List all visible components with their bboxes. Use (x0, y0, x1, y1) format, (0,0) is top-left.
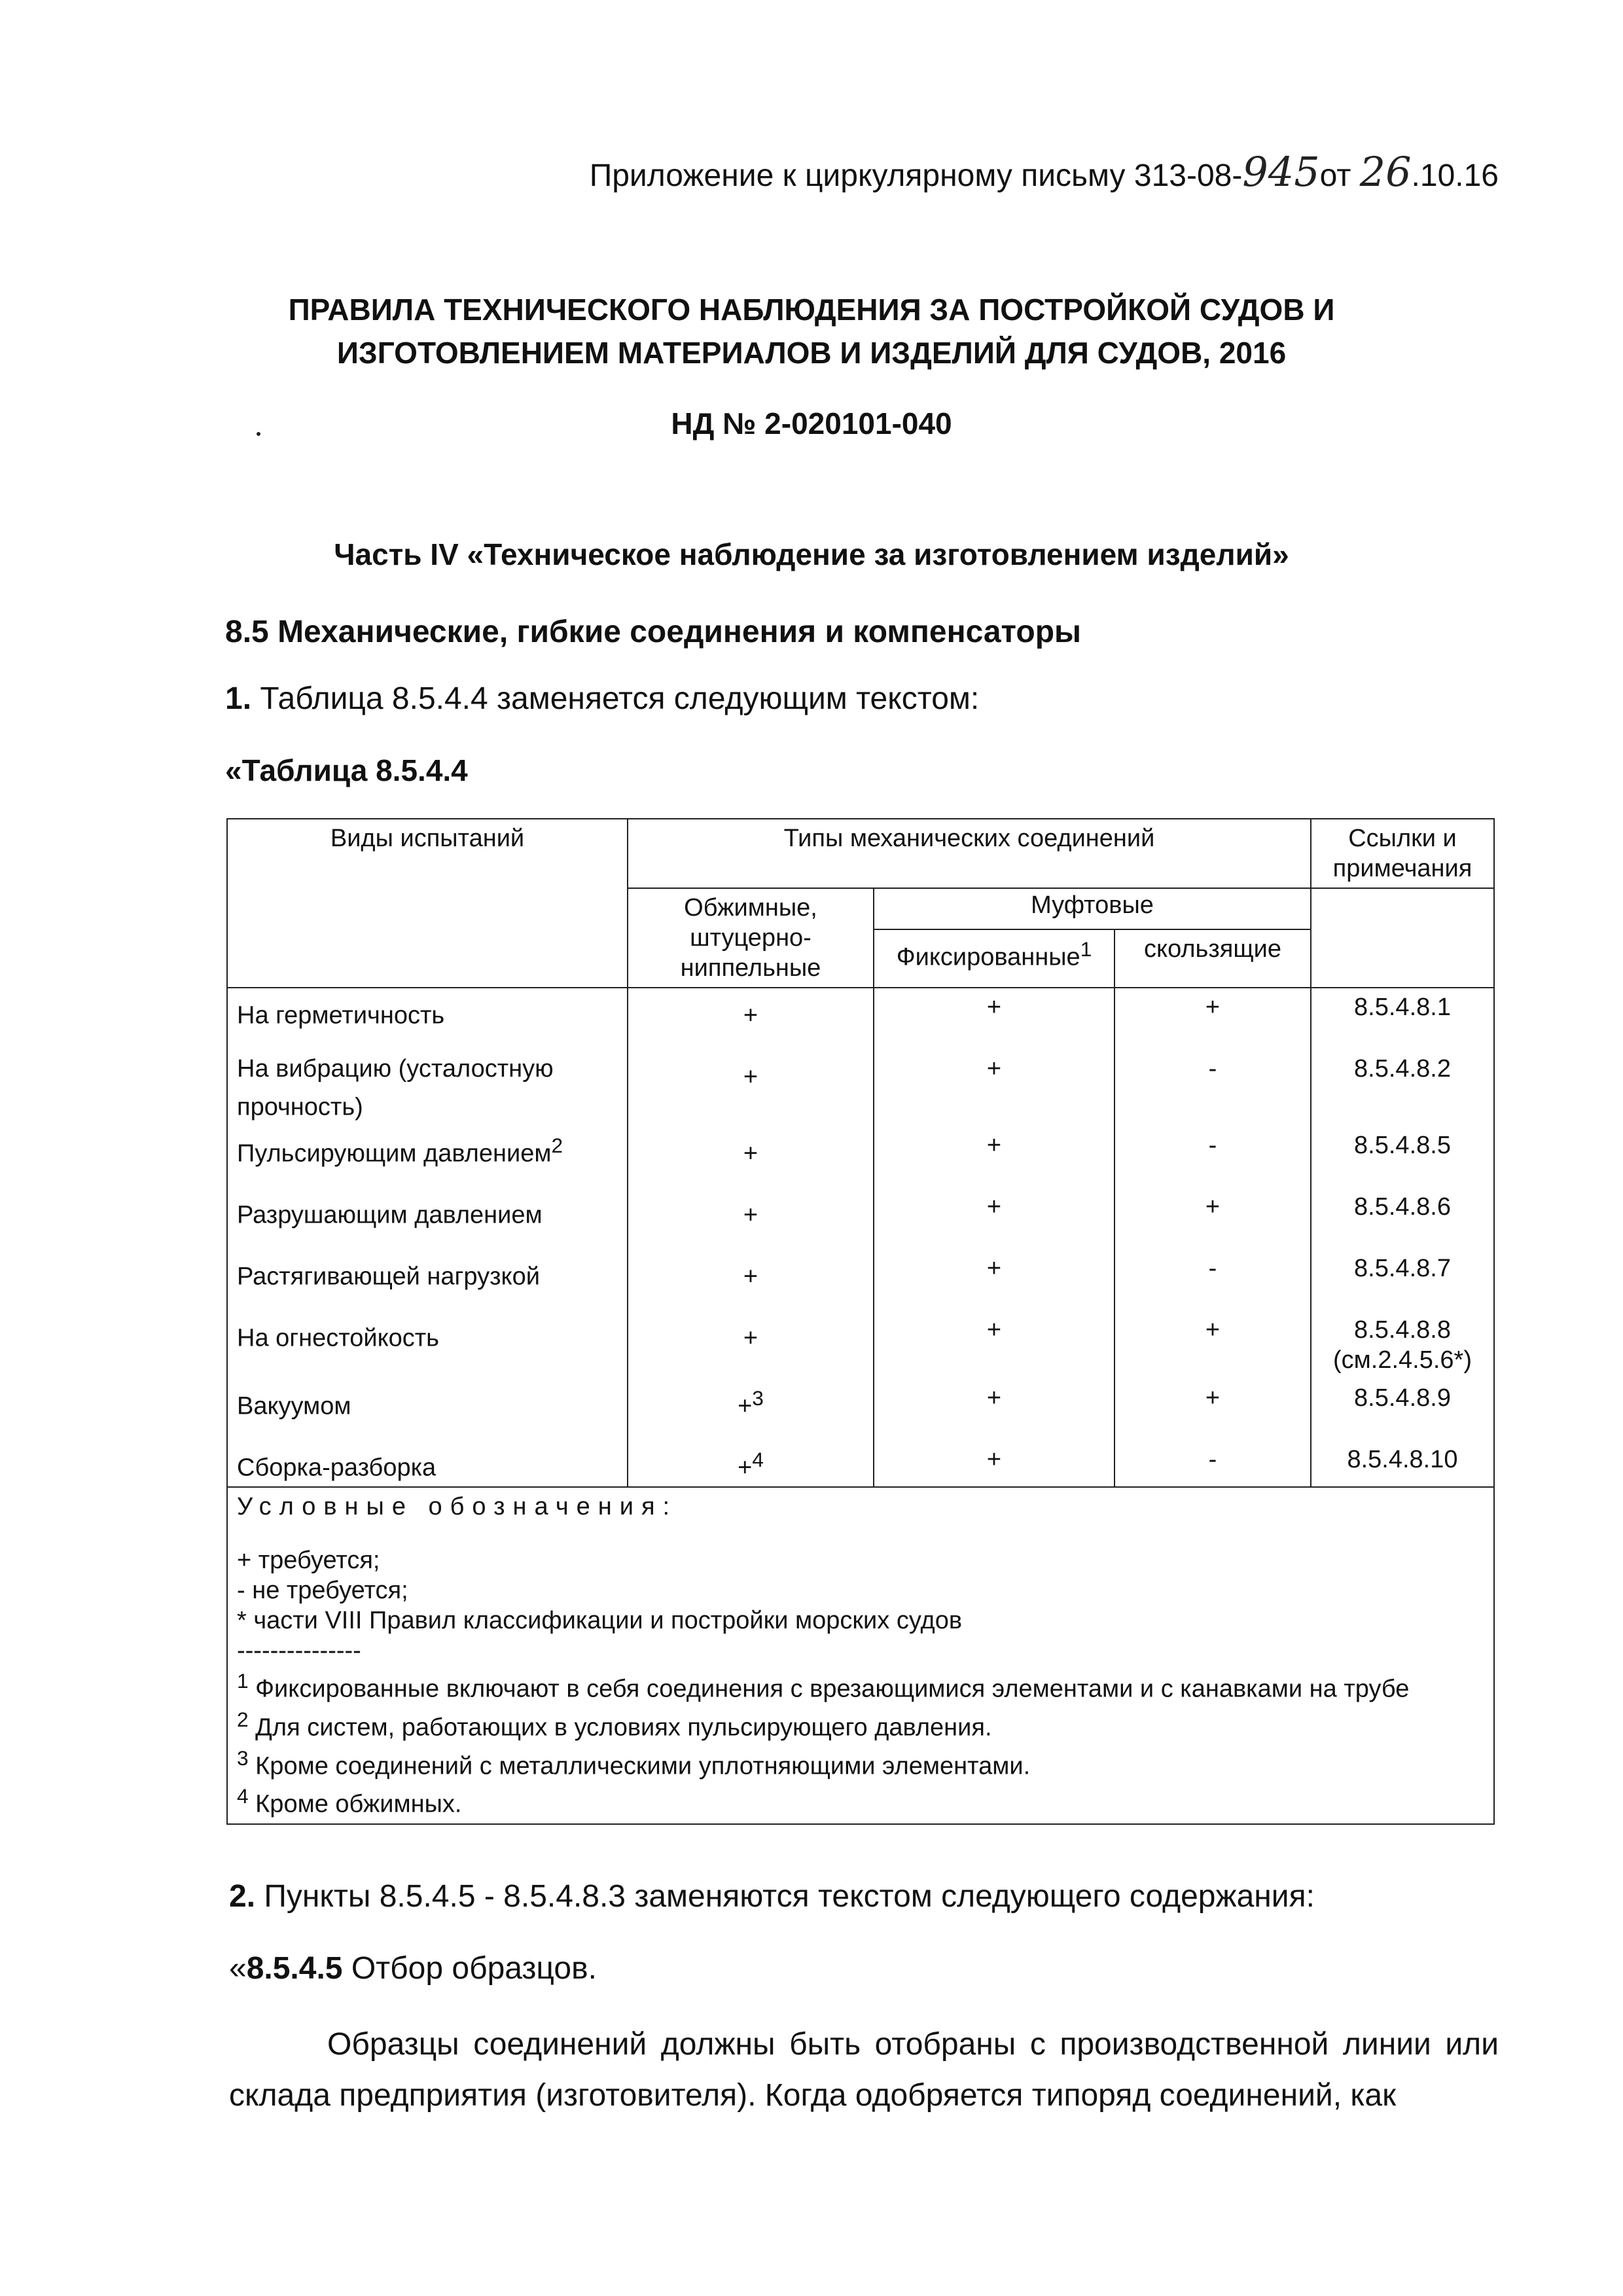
letter-date-rest: .10.16 (1411, 158, 1499, 193)
test-name: Растягивающей нагрузкой (227, 1249, 628, 1311)
header-refs-empty (1311, 888, 1494, 988)
sliding-cell: - (1115, 1441, 1311, 1488)
legend-row (227, 1487, 1494, 1824)
crimp-cell: + (628, 988, 874, 1050)
letter-reference (0, 148, 1499, 196)
fixed-cell: + (874, 988, 1115, 1050)
crimp-cell: +$^3$ (628, 1379, 874, 1441)
ref-cell: 8.5.4.8.2 (1311, 1050, 1494, 1126)
table-caption: «Таблица 8.5.4.4 (225, 753, 468, 787)
test-name: На герметичность (227, 988, 628, 1050)
header-types: Типы механических соединений (628, 819, 1311, 888)
test-name: Пульсирующим давлением$^2$ (227, 1126, 628, 1188)
item-2-number: 2. (229, 1879, 256, 1914)
test-name: На огнестойкость (227, 1311, 628, 1379)
ref-cell: 8.5.4.8.10 (1311, 1441, 1494, 1488)
tests-table (226, 818, 1495, 1825)
legend-star: * части VIII Правил классификации и постройки морских судов (237, 1607, 963, 1635)
item-1-text: Таблица 8.5.4.4 заменяется следующим текстом: (251, 681, 980, 716)
header-row-1 (227, 819, 1494, 888)
item-1-number: 1. (225, 681, 252, 716)
table-row (227, 1188, 1494, 1249)
legend-title: Условные обозначения: (237, 1493, 678, 1521)
body-paragraph: Образцы соединений должны быть отобраны с производственной линии или склада предприятия (изготовителя). Когда одобряется типоряд соединений, как (229, 2027, 1499, 2113)
table-row (227, 1441, 1494, 1488)
ref-cell: 8.5.4.8.1 (1311, 988, 1494, 1050)
item-1 (225, 681, 979, 717)
document-number: НД № 2-020101-040 (671, 406, 952, 440)
title-line-1: ПРАВИЛА ТЕХНИЧЕСКОГО НАБЛЮДЕНИЯ ЗА ПОСТРОЙКОЙ СУДОВ И (288, 293, 1335, 327)
fixed-cell: + (874, 1050, 1115, 1126)
footnote-1: $^1$ Фиксированные включают в себя соединения с врезающимися элементами и с канавками на трубе (237, 1669, 1410, 1703)
sliding-cell: - (1115, 1126, 1311, 1188)
test-name: На вибрацию (усталостную прочность) (227, 1050, 628, 1126)
footnote-3: $^3$ Кроме соединений с металлическими уплотняющими элементами. (237, 1746, 1031, 1780)
header-fixed-sup: 1 (1080, 937, 1092, 961)
handwritten-number: 945 (1242, 148, 1320, 196)
table-row (227, 988, 1494, 1050)
legend-plus: + требуется; (237, 1547, 380, 1575)
fixed-cell: + (874, 1311, 1115, 1379)
sliding-cell: - (1115, 1249, 1311, 1311)
fixed-cell: + (874, 1379, 1115, 1441)
test-name: Разрушающим давлением (227, 1188, 628, 1249)
header-fixed (874, 929, 1115, 988)
crimp-cell: +$^4$ (628, 1441, 874, 1488)
item-2 (229, 1878, 1315, 1914)
sliding-cell: + (1115, 1311, 1311, 1379)
footnote-2: $^2$ Для систем, работающих в условиях пульсирующего давления. (237, 1707, 992, 1742)
subsection-text: Отбор образцов. (342, 1951, 597, 1986)
document-title (196, 288, 1427, 374)
table-row (227, 1050, 1494, 1126)
sliding-cell: - (1115, 1050, 1311, 1126)
fixed-cell: + (874, 1188, 1115, 1249)
title-line-2: ИЗГОТОВЛЕНИЕМ МАТЕРИАЛОВ И ИЗДЕЛИЙ ДЛЯ СУДОВ, 2016 (336, 336, 1287, 370)
test-name: Вакуумом (227, 1379, 628, 1441)
table-row (227, 1249, 1494, 1311)
sliding-cell: + (1115, 1188, 1311, 1249)
header-coupling: Муфтовые (874, 888, 1311, 929)
subsection-number: 8.5.4.5 (246, 1951, 343, 1986)
table-row (227, 1126, 1494, 1188)
test-name: Сборка-разборка (227, 1441, 628, 1488)
legend-cell (227, 1487, 1494, 1824)
ref-cell: 8.5.4.8.5 (1311, 1126, 1494, 1188)
letter-from: от (1319, 158, 1351, 193)
ref-cell: 8.5.4.8.8 (см.2.4.5.6*) (1311, 1311, 1494, 1379)
fixed-cell: + (874, 1441, 1115, 1488)
crimp-cell: + (628, 1188, 874, 1249)
table-row (227, 1311, 1494, 1379)
item-2-text: Пункты 8.5.4.5 - 8.5.4.8.3 заменяются текстом следующего содержания: (255, 1879, 1315, 1914)
sliding-cell: + (1115, 1379, 1311, 1441)
header-crimp: Обжимные, штуцерно-ниппельные (628, 888, 874, 988)
sliding-cell: + (1115, 988, 1311, 1050)
fixed-cell: + (874, 1126, 1115, 1188)
crimp-cell: + (628, 1050, 874, 1126)
ref-cell: 8.5.4.8.7 (1311, 1249, 1494, 1311)
ref-cell: 8.5.4.8.6 (1311, 1188, 1494, 1249)
header-refs: Ссылки и примечания (1311, 819, 1494, 888)
section-heading: 8.5 Механические, гибкие соединения и компенсаторы (225, 615, 1082, 649)
header-sliding: скользящие (1115, 929, 1311, 988)
header-tests: Виды испытаний (227, 819, 628, 988)
crimp-cell: + (628, 1311, 874, 1379)
fixed-cell: + (874, 1249, 1115, 1311)
table-body (227, 988, 1494, 1487)
crimp-cell: + (628, 1249, 874, 1311)
table-row (227, 1379, 1494, 1441)
ref-cell: 8.5.4.8.9 (1311, 1379, 1494, 1441)
crimp-cell: + (628, 1126, 874, 1188)
handwritten-day: 26 (1359, 148, 1412, 196)
footnote-4: $^4$ Кроме обжимных. (237, 1784, 462, 1818)
header-fixed-label: Фиксированные (896, 944, 1080, 972)
legend-minus: - не требуется; (237, 1577, 408, 1605)
subsection-heading: «8.5.4.5 Отбор образцов. (229, 1951, 597, 1986)
legend-separator: --------------- (237, 1637, 361, 1665)
part-heading: Часть IV «Техническое наблюдение за изготовлением изделий» (334, 537, 1289, 571)
letter-prefix: Приложение к циркулярному письму 313-08- (589, 158, 1243, 193)
